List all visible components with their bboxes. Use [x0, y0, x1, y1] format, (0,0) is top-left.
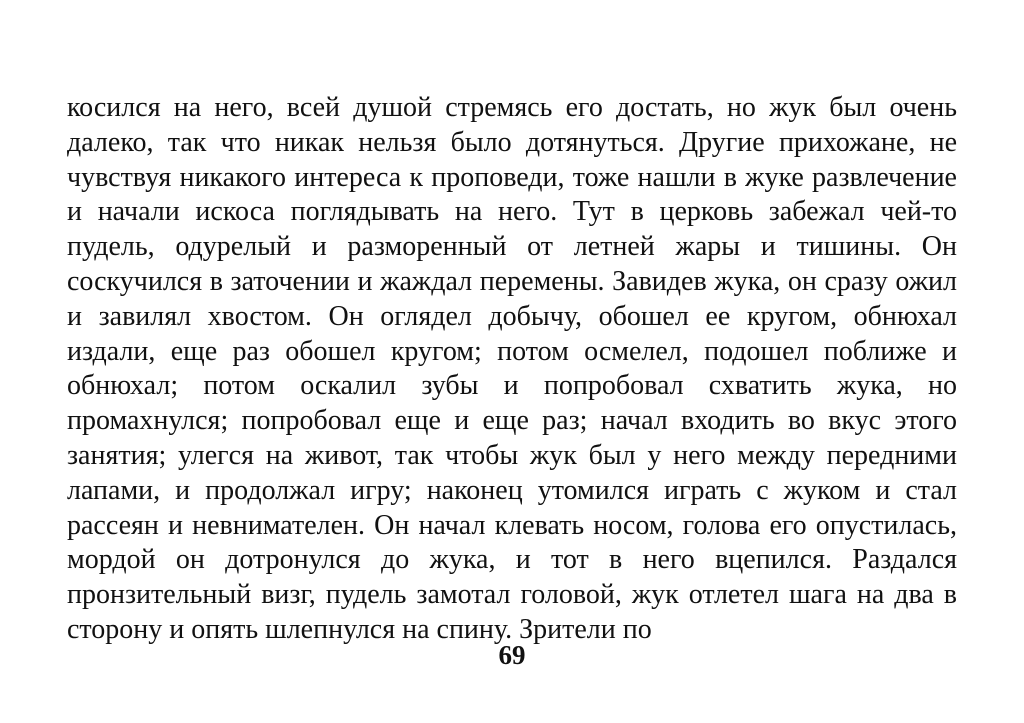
page-number: 69: [498, 640, 526, 670]
text-line: мордой он дотронулся до жука, и тот в него вцепился. Раздался: [67, 544, 957, 576]
text-line: пронзительный визг, пудель замотал головой, жук отлетел шага на два в: [67, 579, 957, 611]
text-line: лапами, и продолжал игру; наконец утомился играть с жуком и стал: [67, 474, 957, 506]
text-line: промахнулся; попробовал еще и еще раз; начал входить во вкус этого: [67, 405, 957, 437]
text-line: издали, еще раз обошел кругом; потом осмелел, подошел поближе и: [67, 335, 957, 367]
text-line: чувствуя никакого интереса к проповеди, тоже нашли в жуке развлечение: [67, 161, 957, 193]
text-line: далеко, так что никак нельзя было дотянуться. Другие прихожане, не: [67, 126, 957, 158]
text-line: и завилял хвостом. Он оглядел добычу, обошел ее кругом, обнюхал: [67, 300, 957, 332]
text-line-last: сторону и опять шлепнулся на спину. Зрители по: [67, 613, 652, 645]
text-line: обнюхал; потом оскалил зубы и попробовал схватить жука, но: [67, 370, 957, 402]
body-text: [67, 91, 957, 648]
text-line: пудель, одурелый и разморенный от летней жары и тишины. Он: [67, 231, 957, 263]
text-line: и начали искоса поглядывать на него. Тут в церковь забежал чей-то: [67, 196, 957, 228]
text-line: соскучился в заточении и жаждал перемены. Завидев жука, он сразу ожил: [67, 265, 957, 297]
text-line: занятия; улегся на живот, так чтобы жук был у него между передними: [67, 439, 957, 471]
text-line: косился на него, всей душой стремясь его достать, но жук был очень: [67, 92, 957, 123]
text-line: рассеян и невнимателен. Он начал клевать носом, голова его опустилась,: [67, 509, 957, 541]
